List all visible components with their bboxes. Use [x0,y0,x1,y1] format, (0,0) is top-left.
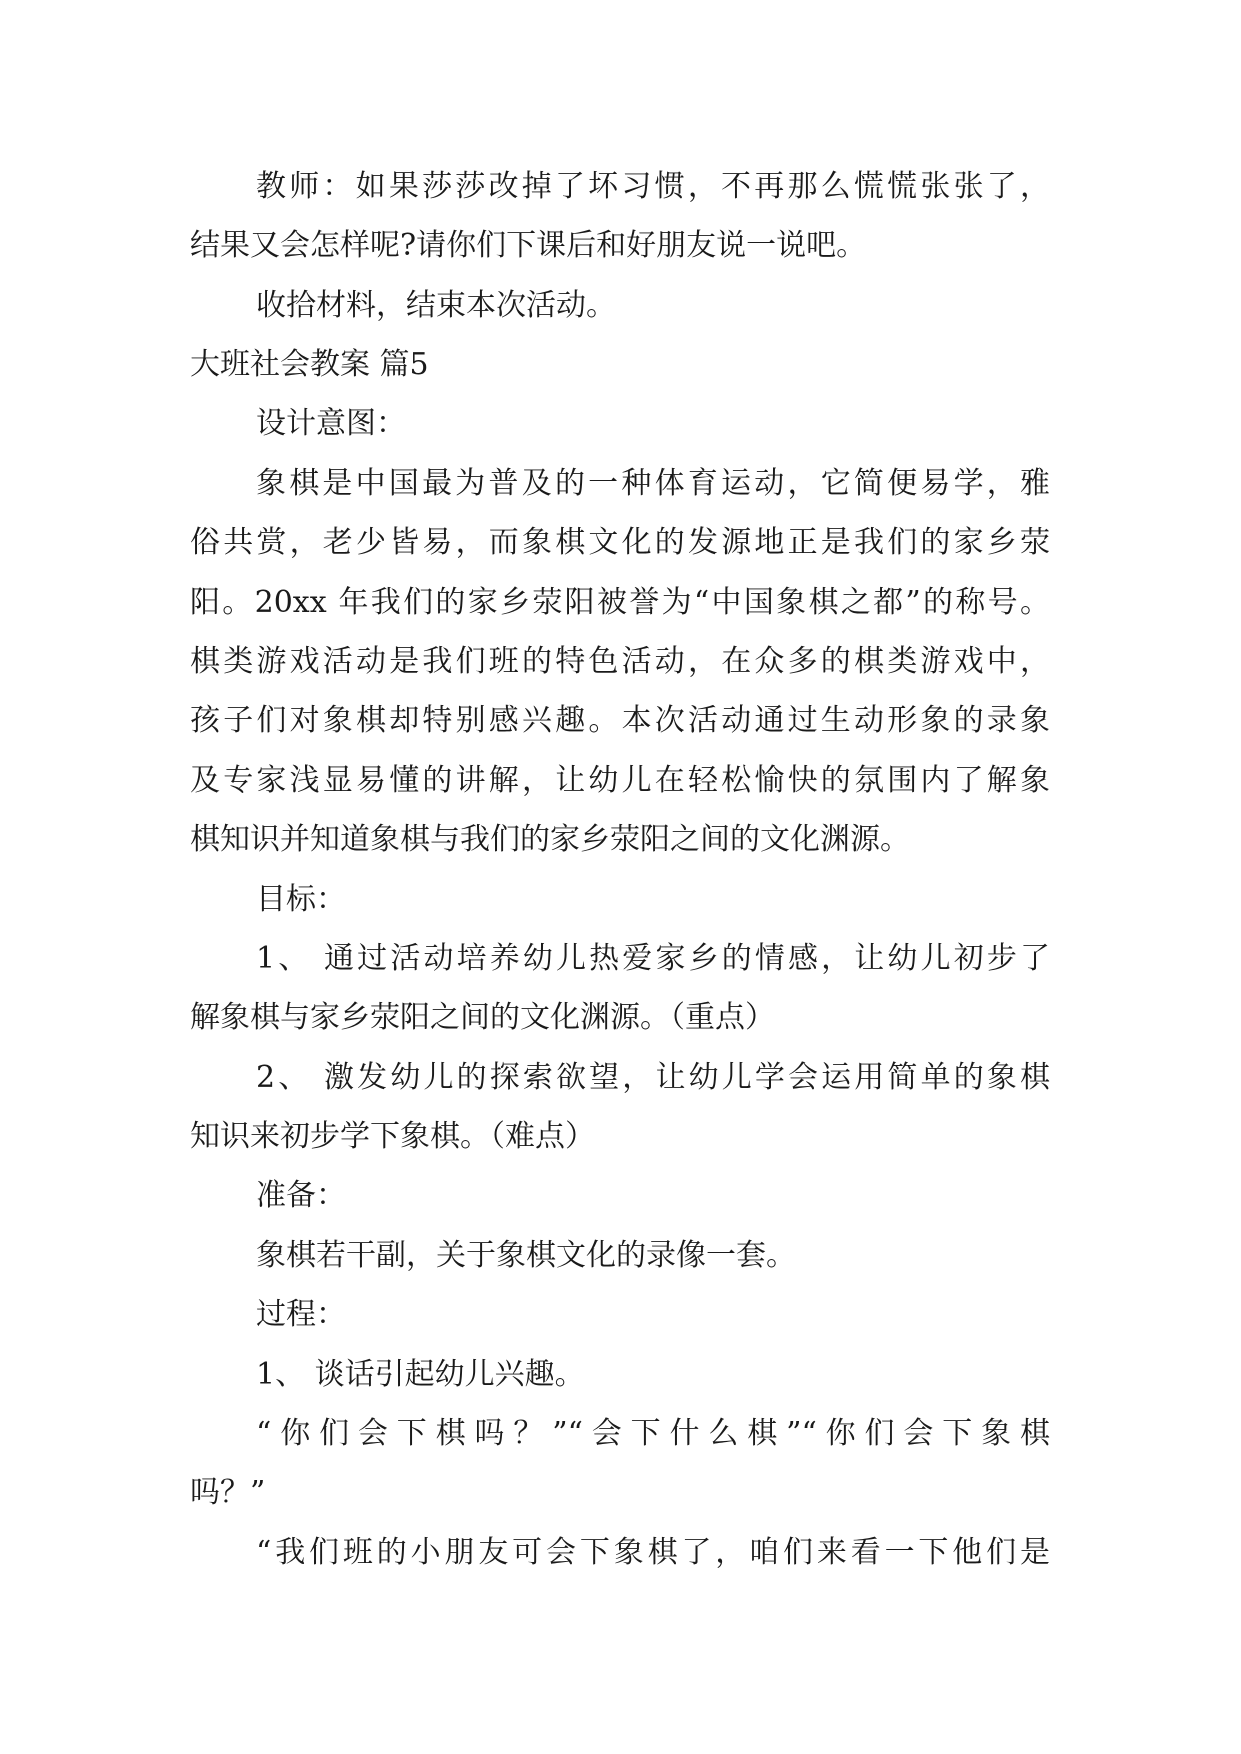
paragraph-line: 吗？” [190,1475,266,1510]
paragraph-line: 知识来初步学下象棋。（难点） [190,1119,595,1154]
paragraph-line: 象棋是中国最为普及的一种体育运动，它简便易学，雅 [256,466,1050,501]
paragraph-line: 象棋若干副，关于象棋文化的录像一套。 [256,1238,796,1273]
paragraph-line: 目标： [256,882,346,917]
paragraph-line: 准备： [256,1178,346,1213]
paragraph-line: 棋知识并知道象棋与我们的家乡荥阳之间的文化渊源。 [190,822,910,857]
paragraph-line: “我们班的小朋友可会下象棋了，咱们来看一下他们是 [256,1535,1050,1570]
paragraph-line: “你们会下棋吗？”“会下什么棋”“你们会下象棋 [256,1416,1050,1451]
paragraph-line: 教师：如果莎莎改掉了坏习惯，不再那么慌慌张张了， [256,169,1050,204]
paragraph-line: 孩子们对象棋却特别感兴趣。本次活动通过生动形象的录象 [190,703,1050,738]
paragraph-line: 结果又会怎样呢?请你们下课后和好朋友说一说吧。 [190,228,867,263]
paragraph-line: 设计意图： [256,406,406,441]
paragraph-line: 1、 通过活动培养幼儿热爱家乡的情感，让幼儿初步了 [256,941,1050,976]
paragraph-line: 俗共赏，老少皆易，而象棋文化的发源地正是我们的家乡荥 [190,525,1050,560]
paragraph-line: 解象棋与家乡荥阳之间的文化渊源。（重点） [190,1000,775,1035]
paragraph-line: 1、 谈话引起幼儿兴趣。 [256,1357,585,1392]
paragraph-line: 过程： [256,1297,346,1332]
paragraph-line: 2、 激发幼儿的探索欲望，让幼儿学会运用简单的象棋 [256,1060,1050,1095]
section-heading: 大班社会教案 篇5 [190,347,429,382]
paragraph-line: 棋类游戏活动是我们班的特色活动，在众多的棋类游戏中， [190,644,1050,679]
paragraph-line: 收拾材料，结束本次活动。 [256,288,616,323]
paragraph-line: 及专家浅显易懂的讲解，让幼儿在轻松愉快的氛围内了解象 [190,763,1050,798]
paragraph-line: 阳。20xx 年我们的家乡荥阳被誉为“中国象棋之都”的称号。 [190,585,1050,620]
